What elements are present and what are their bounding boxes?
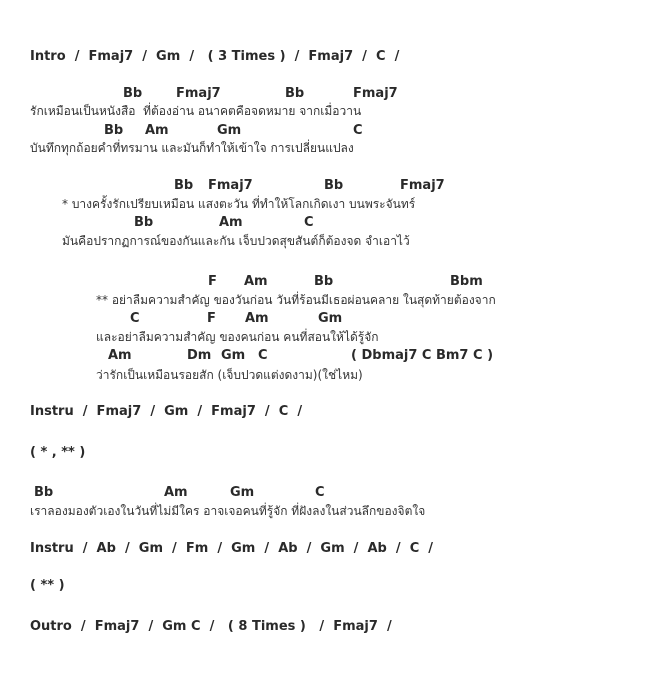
chord-f: F (208, 274, 217, 289)
lyric-line: บันทึกทุกถ้อยคำที่ทรมาน และมันก็ทำให้เข้าใจ การเปลี่ยนแปลง (30, 141, 354, 155)
chord-gm: Gm (217, 123, 242, 138)
chord-bb: Bb (34, 485, 54, 500)
repeat-marker: ( ** ) (30, 578, 65, 593)
chord-bb: Bb (123, 86, 143, 101)
lyric-line: รักเหมือนเป็นหนังสือ ที่ต้องอ่าน อนาคตคือจดหมาย จากเมื่อวาน (30, 104, 362, 118)
chord-sequence: ( Dbmaj7 C Bm7 C ) (351, 348, 494, 363)
lyric-line: เราลองมองตัวเองในวันที่ไม่มีใคร อาจเจอคนที่รู้จัก ที่ฝังลงในส่วนลึกของจิตใจ (30, 504, 426, 518)
chord-am: Am (244, 274, 268, 289)
chord-bb: Bb (324, 178, 344, 193)
chord-c: C (315, 485, 325, 500)
instrumental-line: Instru / Fmaj7 / Gm / Fmaj7 / C / (30, 404, 303, 419)
instrumental-line: Instru / Ab / Gm / Fm / Gm / Ab / Gm / Ab / C / (30, 541, 434, 556)
lyric-line: มันคือปรากฏการณ์ของกันและกัน เจ็บปวดสุขสันต์ก็ต้องจด จำเอาไว้ (62, 234, 410, 248)
chord-am: Am (219, 215, 243, 230)
chord-am: Am (245, 311, 269, 326)
lyric-line: ** อย่าลืมความสำคัญ ของวันก่อน วันที่ร้อนมีเธอผ่อนคลาย ในสุดท้ายต้องจาก (96, 293, 496, 307)
chord-bb: Bb (134, 215, 154, 230)
intro-line: Intro / Fmaj7 / Gm / ( 3 Times ) / Fmaj7 / C / (30, 49, 400, 64)
outro-line: Outro / Fmaj7 / Gm C / ( 8 Times ) / Fmaj7 / (30, 619, 392, 634)
lyric-line: * บางครั้งรักเปรียบเหมือน แสงตะวัน ที่ทำให้โลกเกิดเงา บนพระจันทร์ (62, 197, 416, 211)
chord-c: C (130, 311, 140, 326)
chord-bb: Bb (314, 274, 334, 289)
chord-gm: Gm (230, 485, 255, 500)
chord-f: F (207, 311, 216, 326)
lyric-line: ว่ารักเป็นเหมือนรอยสัก (เจ็บปวดแต่งดงาม)(ใช่ไหม) (96, 368, 363, 382)
chord-dm: Dm (187, 348, 212, 363)
lyric-line: และอย่าลืมความสำคัญ ของคนก่อน คนที่สอนให้ได้รู้จัก (96, 330, 379, 344)
chord-gm: Gm (318, 311, 343, 326)
chord-am: Am (145, 123, 169, 138)
chord-am: Am (108, 348, 132, 363)
chord-fmaj7: Fmaj7 (176, 86, 221, 101)
chord-c: C (258, 348, 268, 363)
chord-c: C (304, 215, 314, 230)
repeat-marker: ( * , ** ) (30, 445, 86, 460)
chord-fmaj7: Fmaj7 (353, 86, 398, 101)
chord-bbm: Bbm (450, 274, 483, 289)
chord-bb: Bb (174, 178, 194, 193)
chord-fmaj7: Fmaj7 (400, 178, 445, 193)
chord-c: C (353, 123, 363, 138)
chord-bb: Bb (104, 123, 124, 138)
chord-fmaj7: Fmaj7 (208, 178, 253, 193)
chord-gm: Gm (221, 348, 246, 363)
chord-bb: Bb (285, 86, 305, 101)
chord-am: Am (164, 485, 188, 500)
